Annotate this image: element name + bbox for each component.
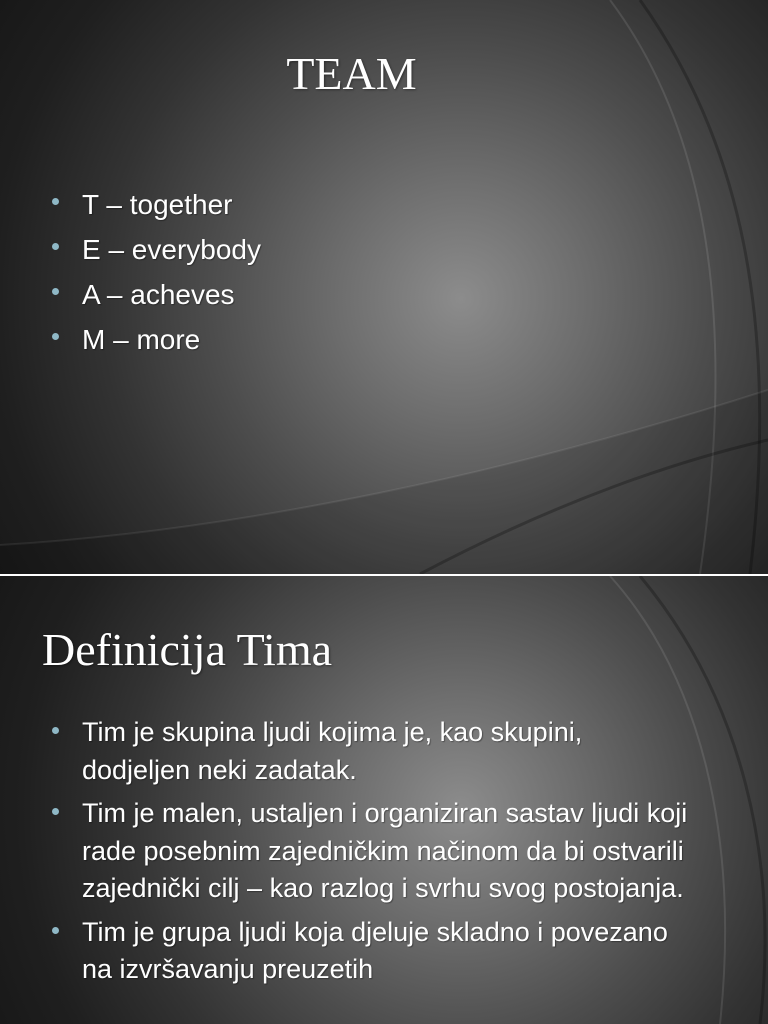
bullet-text: M – more — [82, 324, 201, 355]
bullet-icon — [52, 927, 59, 934]
slide-definicija-tima — [0, 576, 768, 1024]
slide-title: TEAM — [286, 48, 417, 99]
bullet-text: Tim je grupa ljudi koja djeluje skladno i povezano na izvršavanju preuzetih — [82, 916, 668, 984]
bullet-item — [48, 914, 688, 989]
bullet-icon — [52, 808, 59, 815]
bullet-text: A – acheves — [82, 279, 235, 310]
bullet-item — [48, 182, 261, 227]
bullet-icon — [52, 243, 59, 250]
bullet-icon — [52, 727, 59, 734]
bullet-text: T – together — [82, 189, 233, 220]
bullet-text: Tim je skupina ljudi kojima je, kao skupini, dodjeljen neki zadatak. — [82, 717, 583, 785]
bullet-list — [48, 182, 261, 362]
bullet-icon — [52, 198, 59, 205]
bullet-icon — [52, 288, 59, 295]
bullet-list — [48, 714, 688, 995]
slide-title: Definicija Tima — [42, 624, 333, 675]
bullet-item — [48, 227, 261, 272]
bullet-text: Tim je malen, ustaljen i organiziran sastav ljudi koji rade posebnim zajedničkim načinom da bi ostvarili zajednički cilj – kao razlog i svrhu svog postojanja. — [82, 798, 688, 903]
bullet-item — [48, 714, 688, 789]
bullet-icon — [52, 333, 59, 340]
bullet-item — [48, 272, 261, 317]
bullet-text: E – everybody — [82, 234, 261, 265]
bullet-item — [48, 317, 261, 362]
bullet-item — [48, 795, 688, 908]
